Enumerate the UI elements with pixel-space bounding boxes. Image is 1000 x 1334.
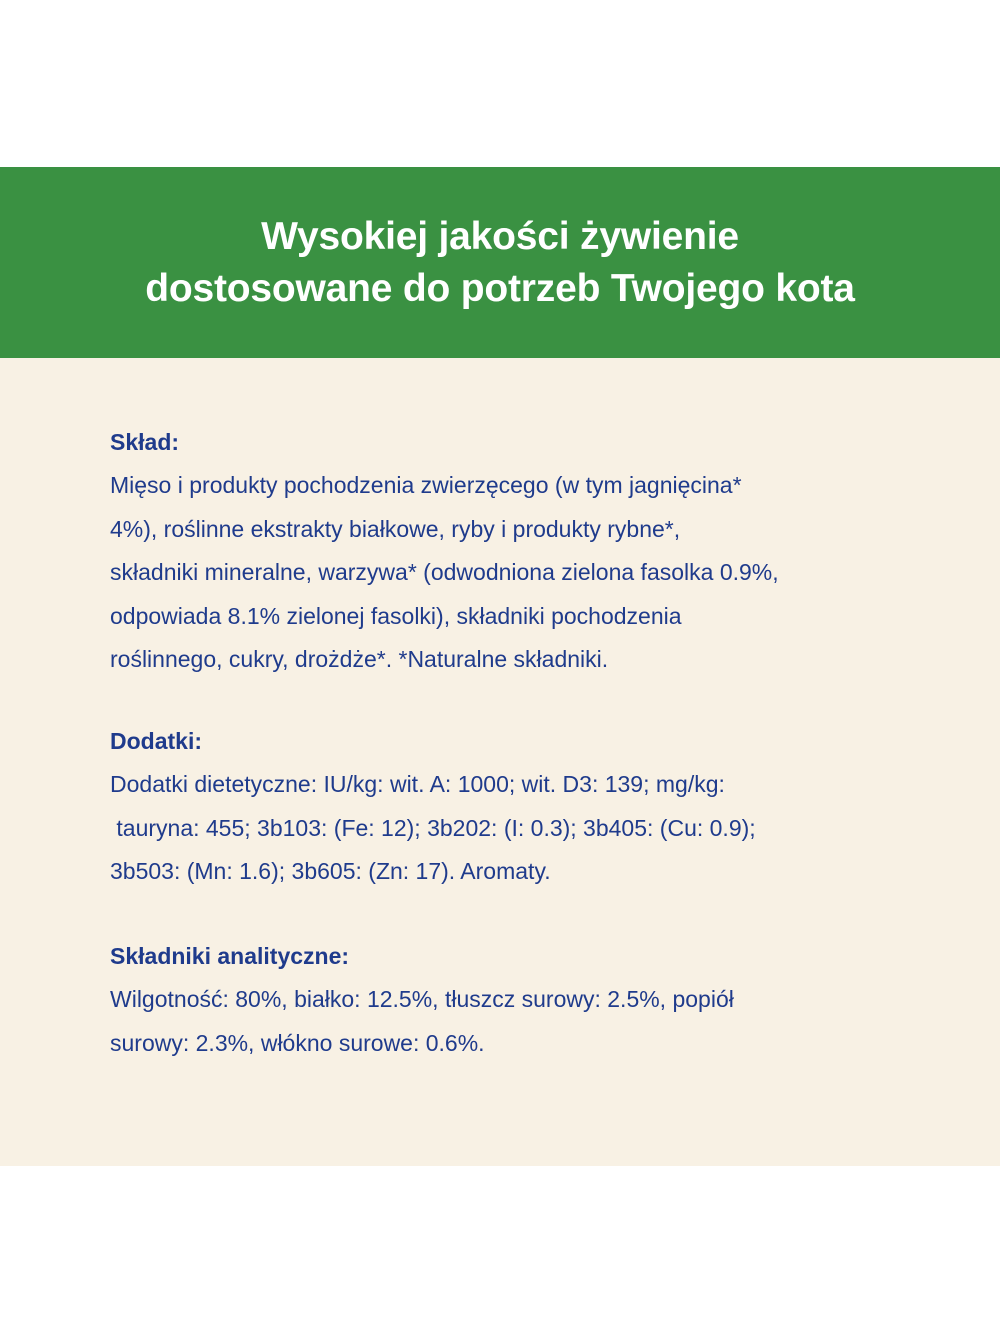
- title-banner: [0, 167, 1000, 358]
- composition-text: [110, 464, 900, 682]
- text-line: 3b503: (Mn: 1.6); 3b605: (Zn: 17). Aromaty.: [110, 858, 551, 884]
- analytical-section: [110, 935, 900, 1065]
- additives-section: [110, 720, 900, 894]
- composition-heading: Skład:: [110, 429, 180, 455]
- text-line: składniki mineralne, warzywa* (odwodniona zielona fasolka 0.9%,: [110, 559, 779, 585]
- additives-text: [110, 763, 900, 894]
- text-line: surowy: 2.3%, włókno surowe: 0.6%.: [110, 1029, 485, 1056]
- text-line: tauryna: 455; 3b103: (Fe: 12); 3b202: (I: 0.3); 3b405: (Cu: 0.9);: [110, 814, 756, 841]
- text-line: Dodatki dietetyczne: IU/kg: wit. A: 1000; wit. D3: 139; mg/kg:: [110, 771, 725, 797]
- analytical-heading: Składniki analityczne:: [110, 943, 350, 969]
- banner-title-line: dostosowane do potrzeb Twojego kota: [145, 266, 855, 310]
- additives-heading: Dodatki:: [110, 728, 202, 754]
- composition-section: [110, 421, 900, 682]
- banner-title-line: Wysokiej jakości żywienie: [261, 214, 739, 258]
- analytical-text: [110, 978, 900, 1065]
- text-line: Mięso i produkty pochodzenia zwierzęcego (w tym jagnięcina*: [110, 472, 742, 498]
- ingredients-panel: [0, 358, 1000, 1166]
- banner-title: [145, 211, 854, 315]
- text-line: 4%), roślinne ekstrakty białkowe, ryby i produkty rybne*,: [110, 515, 681, 542]
- text-line: Wilgotność: 80%, białko: 12.5%, tłuszcz surowy: 2.5%, popiół: [110, 986, 734, 1012]
- text-line: roślinnego, cukry, drożdże*. *Naturalne składniki.: [110, 646, 609, 672]
- text-line: odpowiada 8.1% zielonej fasolki), składniki pochodzenia: [110, 602, 682, 629]
